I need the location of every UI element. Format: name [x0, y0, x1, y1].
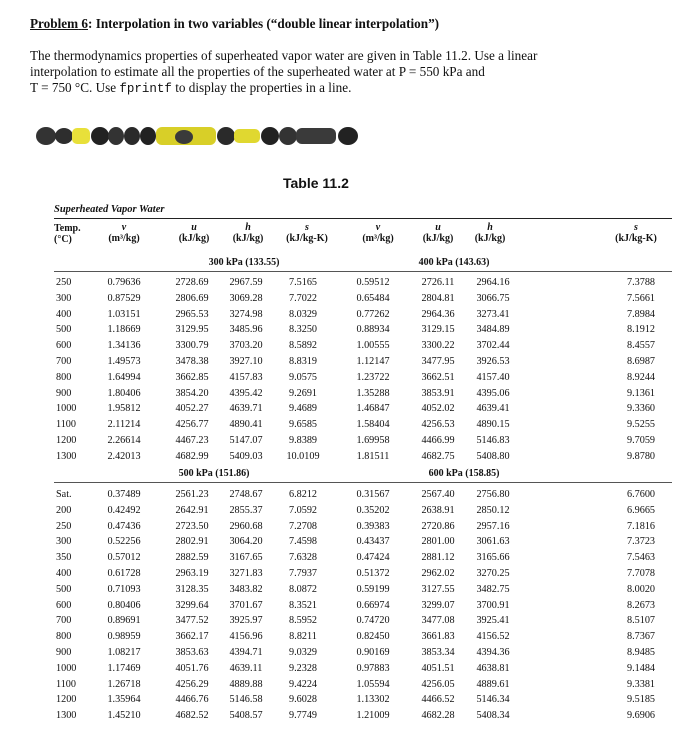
cell-u-left: 2728.69	[175, 277, 209, 288]
table-caption: Table 11.2	[283, 175, 349, 191]
cell-v-right: 0.97883	[356, 662, 390, 674]
cell-s-right: 9.3360	[626, 403, 655, 415]
cell-v-left: 2.26614	[107, 435, 141, 446]
cell-h-left: 3703.20	[229, 340, 263, 352]
cell-v-right: 0.77262	[356, 308, 390, 320]
cell-s-left: 9.6585	[288, 419, 317, 431]
cell-v-left: 1.17469	[107, 662, 141, 674]
cell-u-right: 2964.36	[421, 308, 455, 320]
cell-u-right: 3662.51	[421, 371, 455, 383]
col-header-u-left: u (kJ/kg)	[178, 222, 210, 244]
cell-temp: 1300	[56, 710, 77, 722]
cell-v-right: 1.58404	[356, 419, 390, 431]
cell-u-left: 4467.23	[175, 435, 209, 446]
cell-u-left: 2642.91	[175, 504, 209, 516]
cell-u-left: 2561.23	[175, 489, 209, 500]
cell-s-right: 9.5255	[626, 419, 655, 431]
problem-title: Problem 6: Interpolation in two variables (“double linear interpolation”)	[30, 16, 440, 31]
cell-v-right: 0.90169	[356, 647, 390, 658]
cell-h-right: 4889.61	[476, 678, 510, 690]
cell-s-right: 7.8984	[626, 308, 655, 320]
cell-s-left: 7.4598	[288, 536, 317, 548]
block1-right-pressure: 400 kPa (143.63)	[418, 257, 490, 268]
problem-statement	[30, 48, 650, 97]
cell-s-left: 8.3250	[288, 324, 317, 336]
cell-h-right: 4395.06	[476, 387, 510, 399]
cell-v-right: 0.47424	[356, 552, 390, 564]
col-header-temp: Temp. (°C)	[54, 223, 81, 245]
cell-u-right: 2801.00	[421, 536, 455, 548]
cell-u-left: 2806.69	[175, 292, 209, 304]
cell-s-left: 9.6028	[288, 694, 317, 706]
cell-h-right: 3270.25	[476, 568, 510, 579]
col-header-v-right: v (m³/kg)	[362, 222, 394, 244]
col-header-h-right: h (kJ/kg)	[474, 222, 506, 244]
cell-temp: 300	[56, 536, 72, 548]
cell-v-left: 0.47436	[107, 520, 141, 532]
cell-u-left: 3662.17	[175, 631, 209, 643]
cell-h-left: 3483.82	[229, 583, 263, 595]
cell-h-left: 5147.07	[229, 435, 263, 446]
cell-temp: 600	[56, 340, 72, 352]
cell-temp: 900	[56, 647, 72, 658]
problem-line-1: The thermodynamics properties of superheated vapor water are given in Table 11.2. Use a linear	[30, 48, 538, 63]
cell-u-right: 2726.11	[421, 277, 455, 288]
cell-s-left: 9.8389	[288, 435, 317, 446]
cell-s-right: 7.3788	[626, 277, 655, 288]
cell-h-right: 3482.75	[476, 583, 510, 595]
cell-u-left: 2802.91	[175, 536, 209, 548]
cell-h-right: 3165.66	[476, 552, 510, 564]
cell-h-right: 2756.80	[476, 489, 510, 500]
cell-s-left: 9.0329	[288, 647, 317, 658]
cell-h-left: 5408.57	[229, 710, 263, 722]
cell-v-left: 0.80406	[107, 599, 141, 611]
cell-s-right: 7.1816	[626, 520, 655, 532]
cell-h-right: 4638.81	[476, 662, 510, 674]
cell-u-left: 2965.53	[175, 308, 209, 320]
cell-h-left: 3069.28	[229, 292, 263, 304]
cell-s-left: 6.8212	[288, 489, 317, 500]
cell-s-left: 9.2691	[288, 387, 317, 399]
problem-line-3: T = 750 °C. Use fprintf to display the properties in a line.	[30, 80, 352, 96]
cell-h-right: 3061.63	[476, 536, 510, 548]
cell-u-left: 4682.52	[175, 710, 209, 722]
cell-s-left: 8.3521	[288, 599, 317, 611]
cell-h-right: 5146.83	[476, 435, 510, 446]
cell-u-right: 4466.99	[421, 435, 455, 446]
cell-h-left: 3271.83	[229, 568, 263, 579]
cell-v-right: 0.59199	[356, 583, 390, 595]
cell-s-right: 9.1361	[626, 387, 655, 399]
cell-h-right: 4157.40	[476, 371, 510, 383]
cell-u-right: 3661.83	[421, 631, 455, 643]
cell-h-right: 3273.41	[476, 308, 510, 320]
cell-v-right: 0.31567	[356, 489, 390, 500]
cell-h-left: 3485.96	[229, 324, 263, 336]
cell-u-right: 3129.15	[421, 324, 455, 336]
cell-s-left: 9.2328	[288, 662, 317, 674]
cell-h-left: 4639.11	[229, 662, 263, 674]
cell-v-right: 1.13302	[356, 694, 390, 706]
cell-h-right: 4156.52	[476, 631, 510, 643]
cell-v-left: 1.49573	[107, 356, 141, 367]
cell-s-right: 7.5661	[626, 292, 655, 304]
cell-v-left: 1.26718	[107, 678, 141, 690]
cell-u-left: 3478.38	[175, 356, 209, 367]
block2-left-pressure: 500 kPa (151.86)	[178, 468, 250, 479]
cell-u-left: 4256.29	[175, 678, 209, 690]
cell-s-left: 10.0109	[286, 450, 320, 462]
cell-s-right: 7.5463	[626, 552, 655, 564]
cell-s-left: 9.4689	[288, 403, 317, 415]
cell-v-right: 1.69958	[356, 435, 390, 446]
cell-u-right: 4682.75	[421, 450, 455, 462]
cell-temp: 1100	[56, 419, 76, 431]
cell-temp: 400	[56, 308, 72, 320]
col-header-u-right: u (kJ/kg)	[422, 222, 454, 244]
cell-temp: Sat.	[56, 489, 72, 500]
cell-temp: 500	[56, 583, 72, 595]
cell-temp: 1000	[56, 403, 77, 415]
cell-s-right: 8.9485	[626, 647, 655, 658]
cell-v-left: 0.89691	[107, 615, 141, 627]
cell-h-left: 4639.71	[229, 403, 263, 415]
cell-h-right: 3700.91	[476, 599, 510, 611]
cell-u-left: 2882.59	[175, 552, 209, 564]
cell-v-left: 1.18669	[107, 324, 141, 336]
cell-v-left: 1.34136	[107, 340, 141, 352]
cell-temp: 700	[56, 356, 72, 367]
cell-s-left: 8.5952	[288, 615, 317, 627]
cell-u-left: 2723.50	[175, 520, 209, 532]
cell-s-left: 7.7937	[288, 568, 317, 579]
cell-s-right: 8.5107	[626, 615, 655, 627]
cell-s-left: 9.7749	[288, 710, 317, 722]
block1-left-pressure: 300 kPa (133.55)	[208, 257, 280, 268]
cell-v-left: 0.52256	[107, 536, 141, 548]
cell-u-right: 2720.86	[421, 520, 455, 532]
cell-u-right: 2804.81	[421, 292, 455, 304]
cell-u-left: 2963.19	[175, 568, 209, 579]
cell-temp: 250	[56, 520, 72, 532]
cell-temp: 300	[56, 292, 72, 304]
cell-h-right: 4394.36	[476, 647, 510, 658]
cell-s-right: 6.9665	[626, 504, 655, 516]
cell-s-left: 7.7022	[288, 292, 317, 304]
cell-v-right: 0.65484	[356, 292, 390, 304]
cell-h-left: 3064.20	[229, 536, 263, 548]
cell-s-right: 6.7600	[626, 489, 655, 500]
fprintf-code: fprintf	[119, 82, 172, 96]
cell-v-right: 0.59512	[356, 277, 390, 288]
cell-u-left: 4466.76	[175, 694, 209, 706]
cell-u-right: 2638.91	[421, 504, 455, 516]
cell-h-left: 4395.42	[229, 387, 263, 399]
cell-v-left: 1.35964	[107, 694, 141, 706]
cell-u-right: 4052.02	[421, 403, 455, 415]
cell-h-right: 5408.80	[476, 450, 510, 462]
cell-v-right: 0.43437	[356, 536, 390, 548]
cell-s-right: 9.1484	[626, 662, 655, 674]
cell-s-right: 8.6987	[626, 356, 655, 367]
cell-u-left: 3854.20	[175, 387, 209, 399]
cell-u-left: 3128.35	[175, 583, 209, 595]
col-header-s-right: s (kJ/kg-K)	[615, 222, 657, 244]
cell-s-right: 9.7059	[626, 435, 655, 446]
cell-h-left: 3701.67	[229, 599, 263, 611]
cell-v-right: 1.21009	[356, 710, 390, 722]
cell-h-left: 4156.96	[229, 631, 263, 643]
cell-v-left: 0.98959	[107, 631, 141, 643]
cell-v-left: 0.37489	[107, 489, 141, 500]
cell-v-left: 0.42492	[107, 504, 141, 516]
cell-temp: 250	[56, 277, 72, 288]
steam-table	[54, 218, 672, 722]
cell-u-left: 3300.79	[175, 340, 209, 352]
cell-h-left: 2855.37	[229, 504, 263, 516]
cell-h-left: 3167.65	[229, 552, 263, 564]
cell-u-right: 4051.51	[421, 662, 455, 674]
cell-temp: 800	[56, 631, 72, 643]
cell-temp: 700	[56, 615, 72, 627]
cell-h-left: 5146.58	[229, 694, 263, 706]
cell-h-left: 3274.98	[229, 308, 263, 320]
cell-u-left: 3299.64	[175, 599, 209, 611]
cell-s-left: 8.8211	[289, 631, 317, 643]
cell-h-left: 4394.71	[229, 647, 263, 658]
cell-v-left: 0.71093	[107, 583, 141, 595]
cell-u-right: 3477.08	[421, 615, 455, 627]
col-header-h-left: h (kJ/kg)	[232, 222, 264, 244]
cell-temp: 1000	[56, 662, 77, 674]
cell-v-left: 1.64994	[107, 371, 141, 383]
cell-h-left: 2960.68	[229, 520, 263, 532]
cell-s-right: 9.6906	[626, 710, 655, 722]
cell-u-left: 4051.76	[175, 662, 209, 674]
cell-h-right: 2850.12	[476, 504, 510, 516]
cell-u-left: 3129.95	[175, 324, 209, 336]
cell-v-right: 0.66974	[356, 599, 390, 611]
cell-temp: 1100	[56, 678, 76, 690]
cell-h-right: 3066.75	[476, 292, 510, 304]
cell-v-left: 1.45210	[107, 710, 141, 722]
cell-v-right: 0.35202	[356, 504, 390, 516]
cell-h-right: 5146.34	[476, 694, 510, 706]
cell-s-left: 7.6328	[288, 552, 317, 564]
cell-v-left: 1.08217	[107, 647, 141, 658]
cell-v-right: 0.51372	[356, 568, 390, 579]
cell-u-left: 4052.27	[175, 403, 209, 415]
cell-v-left: 0.87529	[107, 292, 141, 304]
cell-v-right: 0.39383	[356, 520, 390, 532]
cell-h-left: 3927.10	[229, 356, 263, 367]
cell-h-right: 2964.16	[476, 277, 510, 288]
cell-u-right: 3127.55	[421, 583, 455, 595]
cell-v-right: 1.81511	[356, 450, 390, 462]
cell-h-left: 2748.67	[229, 489, 263, 500]
cell-u-left: 3853.63	[175, 647, 209, 658]
cell-h-right: 3925.41	[476, 615, 510, 627]
problem-line-2: interpolation to estimate all the properties of the superheated water at P = 550 kPa and	[30, 64, 485, 79]
cell-v-left: 1.03151	[107, 308, 141, 320]
cell-u-right: 3853.91	[421, 387, 455, 399]
cell-u-right: 2881.12	[421, 552, 455, 564]
cell-s-right: 9.3381	[626, 678, 655, 690]
block1-separator	[54, 271, 672, 272]
cell-h-left: 4890.41	[229, 419, 263, 431]
cell-s-right: 7.7078	[626, 568, 655, 579]
cell-v-right: 1.00555	[356, 340, 390, 352]
cell-v-right: 1.23722	[356, 371, 390, 383]
cell-u-right: 4256.53	[421, 419, 455, 431]
redaction-scribble	[34, 125, 364, 147]
cell-temp: 500	[56, 324, 72, 336]
cell-h-right: 3484.89	[476, 324, 510, 336]
cell-temp: 1200	[56, 694, 77, 706]
cell-v-left: 2.42013	[107, 450, 141, 462]
cell-u-right: 2567.40	[421, 489, 455, 500]
cell-v-left: 0.61728	[107, 568, 141, 579]
cell-u-right: 4256.05	[421, 678, 455, 690]
block2-right-pressure: 600 kPa (158.85)	[428, 468, 500, 479]
cell-v-left: 0.79636	[107, 277, 141, 288]
cell-s-left: 9.0575	[288, 371, 317, 383]
cell-temp: 1300	[56, 450, 77, 462]
cell-u-left: 4256.77	[175, 419, 209, 431]
cell-s-right: 8.9244	[626, 371, 655, 383]
cell-temp: 400	[56, 568, 72, 579]
cell-u-right: 3853.34	[421, 647, 455, 658]
cell-h-left: 5409.03	[229, 450, 263, 462]
cell-h-left: 4157.83	[229, 371, 263, 383]
col-header-v-left: v (m³/kg)	[108, 222, 140, 244]
cell-u-right: 3477.95	[421, 356, 455, 367]
table-heading: Superheated Vapor Water	[54, 204, 165, 215]
cell-temp: 800	[56, 371, 72, 383]
cell-u-right: 4466.52	[421, 694, 455, 706]
cell-s-left: 7.0592	[288, 504, 317, 516]
cell-u-left: 3477.52	[175, 615, 209, 627]
cell-v-left: 2.11214	[107, 419, 141, 431]
cell-h-left: 2967.59	[229, 277, 263, 288]
cell-s-left: 8.8319	[288, 356, 317, 367]
cell-v-right: 0.88934	[356, 324, 390, 336]
cell-u-right: 2962.02	[421, 568, 455, 579]
cell-s-left: 8.5892	[288, 340, 317, 352]
cell-h-right: 2957.16	[476, 520, 510, 532]
cell-s-right: 9.8780	[626, 450, 655, 462]
cell-v-right: 1.05594	[356, 678, 390, 690]
cell-v-right: 1.35288	[356, 387, 390, 399]
cell-u-left: 4682.99	[175, 450, 209, 462]
cell-s-right: 8.1912	[626, 324, 655, 336]
cell-temp: 350	[56, 552, 72, 564]
cell-s-left: 7.5165	[288, 277, 317, 288]
cell-s-left: 9.4224	[288, 678, 317, 690]
cell-u-right: 3300.22	[421, 340, 455, 352]
cell-h-right: 5408.34	[476, 710, 510, 722]
cell-u-right: 4682.28	[421, 710, 455, 722]
cell-temp: 200	[56, 504, 72, 516]
cell-v-left: 1.95812	[107, 403, 141, 415]
cell-temp: 900	[56, 387, 72, 399]
cell-s-right: 8.2673	[626, 599, 655, 611]
cell-s-left: 8.0329	[288, 308, 317, 320]
cell-s-right: 7.3723	[626, 536, 655, 548]
cell-h-right: 4890.15	[476, 419, 510, 431]
cell-u-left: 3662.85	[175, 371, 209, 383]
cell-s-left: 8.0872	[288, 583, 317, 595]
cell-h-right: 4639.41	[476, 403, 510, 415]
col-header-s-left: s (kJ/kg-K)	[286, 222, 328, 244]
cell-v-right: 1.12147	[356, 356, 390, 367]
cell-v-right: 0.82450	[356, 631, 390, 643]
cell-s-right: 8.4557	[626, 340, 655, 352]
cell-v-left: 1.80406	[107, 387, 141, 399]
cell-temp: 600	[56, 599, 72, 611]
cell-h-right: 3926.53	[476, 356, 510, 367]
cell-temp: 1200	[56, 435, 77, 446]
cell-s-left: 7.2708	[288, 520, 317, 532]
block2-separator	[54, 482, 672, 483]
cell-s-right: 8.7367	[626, 631, 655, 643]
cell-u-right: 3299.07	[421, 599, 455, 611]
cell-s-right: 9.5185	[626, 694, 655, 706]
cell-h-left: 3925.97	[229, 615, 263, 627]
cell-s-right: 8.0020	[626, 583, 655, 595]
cell-v-left: 0.57012	[107, 552, 141, 564]
cell-h-right: 3702.44	[476, 340, 510, 352]
cell-v-right: 0.74720	[356, 615, 390, 627]
cell-h-left: 4889.88	[229, 678, 263, 690]
cell-v-right: 1.46847	[356, 403, 390, 415]
